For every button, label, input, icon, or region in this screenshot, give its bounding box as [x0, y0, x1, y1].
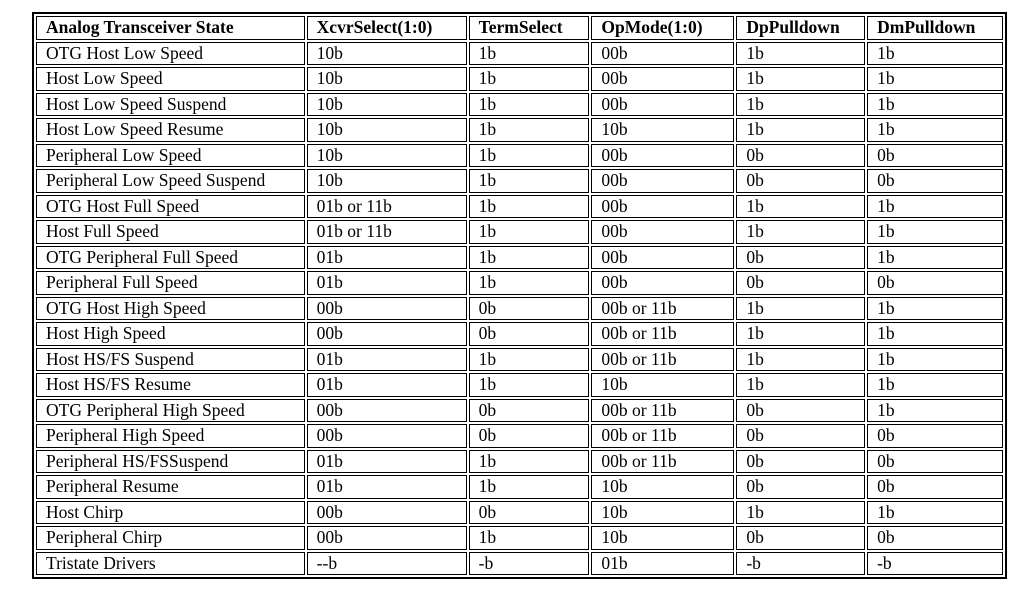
table-cell-dmpulldown: 1b	[867, 373, 1003, 397]
column-header-opmode: OpMode(1:0)	[591, 16, 734, 40]
table-cell-dppulldown: 0b	[736, 475, 865, 499]
table-cell-state: Host Low Speed Resume	[36, 118, 305, 142]
table-cell-opmode: 00b	[591, 271, 734, 295]
table-cell-termselect: 1b	[469, 93, 590, 117]
table-cell-state: OTG Peripheral Full Speed	[36, 246, 305, 270]
table-row	[36, 118, 1003, 142]
table-row	[36, 373, 1003, 397]
table-cell-state: Host Full Speed	[36, 220, 305, 244]
table-cell-dmpulldown: -b	[867, 552, 1003, 576]
table-cell-opmode: 00b	[591, 67, 734, 91]
table-cell-opmode: 00b	[591, 220, 734, 244]
table-cell-termselect: 1b	[469, 373, 590, 397]
table-row	[36, 348, 1003, 372]
table-cell-dppulldown: 1b	[736, 93, 865, 117]
table-cell-dppulldown: 0b	[736, 526, 865, 550]
table-cell-opmode: 00b or 11b	[591, 424, 734, 448]
table-cell-dppulldown: -b	[736, 552, 865, 576]
table-cell-xcvrselect: 01b	[307, 450, 467, 474]
table-cell-dmpulldown: 0b	[867, 169, 1003, 193]
table-cell-dmpulldown: 1b	[867, 220, 1003, 244]
table-cell-termselect: 1b	[469, 169, 590, 193]
table-cell-termselect: 1b	[469, 195, 590, 219]
table-body	[36, 42, 1003, 576]
column-header-xcvrselect: XcvrSelect(1:0)	[307, 16, 467, 40]
table-cell-termselect: 0b	[469, 322, 590, 346]
table-cell-opmode: 01b	[591, 552, 734, 576]
table-row	[36, 526, 1003, 550]
table-cell-xcvrselect: 00b	[307, 526, 467, 550]
table-cell-dmpulldown: 0b	[867, 144, 1003, 168]
table-cell-dmpulldown: 1b	[867, 399, 1003, 423]
table-row	[36, 450, 1003, 474]
table-cell-xcvrselect: 00b	[307, 501, 467, 525]
table-cell-dppulldown: 1b	[736, 195, 865, 219]
table-cell-termselect: 1b	[469, 67, 590, 91]
table-cell-termselect: 1b	[469, 246, 590, 270]
table-row	[36, 271, 1003, 295]
table-cell-xcvrselect: 01b	[307, 373, 467, 397]
table-row	[36, 552, 1003, 576]
table-cell-opmode: 00b	[591, 93, 734, 117]
table-cell-dppulldown: 0b	[736, 450, 865, 474]
table-cell-xcvrselect: 00b	[307, 297, 467, 321]
table-cell-state: Host Chirp	[36, 501, 305, 525]
table-cell-state: OTG Host High Speed	[36, 297, 305, 321]
table-cell-state: Peripheral Resume	[36, 475, 305, 499]
table-cell-dmpulldown: 0b	[867, 271, 1003, 295]
table-cell-xcvrselect: 10b	[307, 144, 467, 168]
table-cell-opmode: 10b	[591, 373, 734, 397]
table-cell-xcvrselect: 10b	[307, 169, 467, 193]
table-cell-xcvrselect: 10b	[307, 118, 467, 142]
table-row	[36, 322, 1003, 346]
table-cell-dmpulldown: 1b	[867, 118, 1003, 142]
table-cell-state: Tristate Drivers	[36, 552, 305, 576]
table-cell-xcvrselect: 10b	[307, 67, 467, 91]
table-cell-termselect: 1b	[469, 450, 590, 474]
table-cell-opmode: 00b	[591, 144, 734, 168]
table-cell-xcvrselect: 01b	[307, 348, 467, 372]
table-cell-opmode: 10b	[591, 118, 734, 142]
table-cell-dppulldown: 0b	[736, 246, 865, 270]
table-cell-dppulldown: 1b	[736, 322, 865, 346]
table-cell-termselect: 1b	[469, 118, 590, 142]
table-cell-state: Peripheral Chirp	[36, 526, 305, 550]
table-cell-xcvrselect: 01b or 11b	[307, 195, 467, 219]
table-cell-dppulldown: 1b	[736, 348, 865, 372]
table-cell-state: Host Low Speed Suspend	[36, 93, 305, 117]
table-cell-dmpulldown: 1b	[867, 297, 1003, 321]
table-row	[36, 475, 1003, 499]
table-cell-dppulldown: 0b	[736, 399, 865, 423]
table-cell-termselect: 1b	[469, 42, 590, 66]
table-cell-termselect: 1b	[469, 475, 590, 499]
table-cell-opmode: 10b	[591, 501, 734, 525]
table-cell-dppulldown: 1b	[736, 42, 865, 66]
table-cell-dmpulldown: 1b	[867, 42, 1003, 66]
transceiver-state-table	[32, 12, 1007, 579]
table-row	[36, 169, 1003, 193]
table-cell-state: OTG Host Full Speed	[36, 195, 305, 219]
table-cell-termselect: 0b	[469, 399, 590, 423]
table-cell-xcvrselect: 01b	[307, 246, 467, 270]
table-cell-dmpulldown: 0b	[867, 424, 1003, 448]
table-cell-xcvrselect: 01b	[307, 271, 467, 295]
table-cell-state: Peripheral Full Speed	[36, 271, 305, 295]
table-cell-dmpulldown: 1b	[867, 501, 1003, 525]
table-cell-state: Host HS/FS Resume	[36, 373, 305, 397]
table-cell-termselect: -b	[469, 552, 590, 576]
table-cell-dmpulldown: 1b	[867, 195, 1003, 219]
table-cell-state: OTG Peripheral High Speed	[36, 399, 305, 423]
table-row	[36, 424, 1003, 448]
table-cell-dmpulldown: 1b	[867, 348, 1003, 372]
table-cell-state: Peripheral HS/FSSuspend	[36, 450, 305, 474]
table-row	[36, 246, 1003, 270]
table-cell-termselect: 0b	[469, 501, 590, 525]
table-cell-xcvrselect: 10b	[307, 42, 467, 66]
table-cell-xcvrselect: 00b	[307, 399, 467, 423]
table-row	[36, 93, 1003, 117]
table-cell-dppulldown: 1b	[736, 297, 865, 321]
table-cell-dppulldown: 0b	[736, 144, 865, 168]
table-row	[36, 501, 1003, 525]
table-cell-state: Peripheral Low Speed	[36, 144, 305, 168]
table-cell-dmpulldown: 1b	[867, 93, 1003, 117]
table-cell-dppulldown: 0b	[736, 271, 865, 295]
table-cell-opmode: 00b	[591, 42, 734, 66]
table-cell-opmode: 00b or 11b	[591, 399, 734, 423]
table-cell-opmode: 00b or 11b	[591, 450, 734, 474]
table-row	[36, 144, 1003, 168]
table-cell-termselect: 1b	[469, 220, 590, 244]
table-cell-opmode: 00b or 11b	[591, 322, 734, 346]
table-cell-dppulldown: 1b	[736, 501, 865, 525]
table-cell-xcvrselect: --b	[307, 552, 467, 576]
table-cell-dmpulldown: 1b	[867, 322, 1003, 346]
table-cell-opmode: 10b	[591, 475, 734, 499]
table-cell-state: Host High Speed	[36, 322, 305, 346]
table-cell-xcvrselect: 01b	[307, 475, 467, 499]
table-cell-state: Host HS/FS Suspend	[36, 348, 305, 372]
table-cell-dmpulldown: 1b	[867, 246, 1003, 270]
table-cell-termselect: 1b	[469, 348, 590, 372]
table-cell-dppulldown: 1b	[736, 118, 865, 142]
table-header-row	[36, 16, 1003, 40]
table-cell-termselect: 1b	[469, 526, 590, 550]
table-cell-state: Host Low Speed	[36, 67, 305, 91]
table-cell-dppulldown: 1b	[736, 220, 865, 244]
table-cell-dmpulldown: 1b	[867, 67, 1003, 91]
table-cell-opmode: 10b	[591, 526, 734, 550]
table-cell-dppulldown: 0b	[736, 424, 865, 448]
table-cell-termselect: 0b	[469, 297, 590, 321]
table-cell-termselect: 1b	[469, 144, 590, 168]
table-cell-dmpulldown: 0b	[867, 450, 1003, 474]
table-cell-opmode: 00b	[591, 246, 734, 270]
table-cell-xcvrselect: 00b	[307, 424, 467, 448]
table-cell-xcvrselect: 00b	[307, 322, 467, 346]
table-row	[36, 399, 1003, 423]
table-cell-opmode: 00b	[591, 195, 734, 219]
column-header-dmpulldown: DmPulldown	[867, 16, 1003, 40]
table-row	[36, 220, 1003, 244]
table-cell-opmode: 00b or 11b	[591, 297, 734, 321]
table-cell-dppulldown: 1b	[736, 373, 865, 397]
table-cell-state: Peripheral High Speed	[36, 424, 305, 448]
table-cell-xcvrselect: 01b or 11b	[307, 220, 467, 244]
table-cell-termselect: 1b	[469, 271, 590, 295]
table-cell-dppulldown: 1b	[736, 67, 865, 91]
table-cell-state: OTG Host Low Speed	[36, 42, 305, 66]
table-cell-opmode: 00b	[591, 169, 734, 193]
table-cell-dmpulldown: 0b	[867, 526, 1003, 550]
table-cell-termselect: 0b	[469, 424, 590, 448]
column-header-state: Analog Transceiver State	[36, 16, 305, 40]
table-row	[36, 42, 1003, 66]
table-row	[36, 67, 1003, 91]
column-header-termselect: TermSelect	[469, 16, 590, 40]
column-header-dppulldown: DpPulldown	[736, 16, 865, 40]
table-row	[36, 297, 1003, 321]
table-row	[36, 195, 1003, 219]
table-cell-xcvrselect: 10b	[307, 93, 467, 117]
table-cell-state: Peripheral Low Speed Suspend	[36, 169, 305, 193]
transceiver-state-table-container	[32, 12, 1007, 579]
table-cell-opmode: 00b or 11b	[591, 348, 734, 372]
table-cell-dmpulldown: 0b	[867, 475, 1003, 499]
table-cell-dppulldown: 0b	[736, 169, 865, 193]
